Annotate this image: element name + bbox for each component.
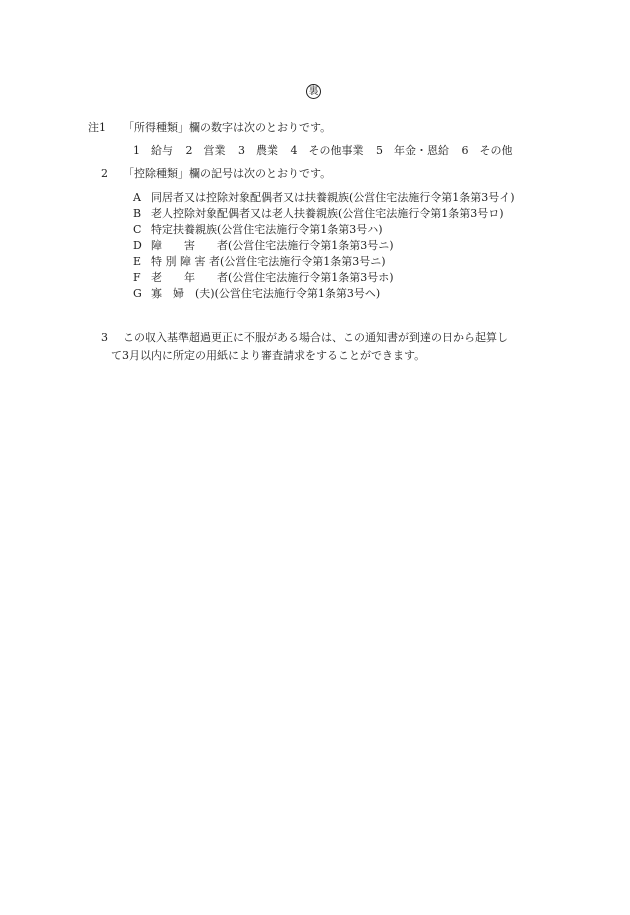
income-type-item: 4 その他事業 — [290, 144, 364, 157]
note2-number: 2 — [101, 167, 108, 180]
deduction-text: 老人控除対象配偶者又は老人扶養親族(公営住宅法施行令第1条第3号ロ) — [151, 207, 504, 220]
deduction-item-c — [133, 224, 515, 240]
note1-number: 注1 — [88, 121, 106, 134]
income-type-item: 3 農業 — [238, 144, 278, 157]
deduction-text: 特 別 障 害 者(公営住宅法施行令第1条第3号ニ) — [151, 255, 386, 268]
deduction-text: 障 害 者(公営住宅法施行令第1条第3号ニ) — [151, 239, 394, 252]
deduction-text: 同居者又は控除対象配偶者又は扶養親族(公営住宅法施行令第1条第3号イ) — [151, 191, 515, 204]
deduction-code: G — [133, 287, 142, 300]
back-side-mark: 裏 — [306, 84, 321, 99]
deduction-code: C — [133, 223, 142, 236]
note3-number: 3 — [101, 331, 108, 344]
income-type-item: 5 年金・恩給 — [376, 144, 449, 157]
deduction-text: 寡 婦 (夫)(公営住宅法施行令第1条第3号ヘ) — [151, 287, 381, 300]
deduction-text: 老 年 者(公営住宅法施行令第1条第3号ホ) — [151, 271, 394, 284]
deduction-item-a — [133, 192, 515, 208]
income-type-item: 1 給与 — [133, 144, 173, 157]
income-type-item: 6 その他 — [461, 144, 513, 157]
note3-line1: この収入基準超過更正に不服がある場合は、この通知書が到達の日から起算し — [123, 331, 508, 344]
deduction-item-e — [133, 256, 515, 272]
deduction-type-list — [133, 192, 515, 304]
deduction-item-g — [133, 288, 515, 304]
deduction-code: B — [133, 207, 142, 220]
deduction-item-d — [133, 240, 515, 256]
deduction-code: A — [133, 191, 141, 204]
deduction-item-f — [133, 272, 515, 288]
note3-line2: て3月以内に所定の用紙により審査請求をすることができます。 — [111, 349, 426, 362]
deduction-text: 特定扶養親族(公営住宅法施行令第1条第3号ハ) — [151, 223, 383, 236]
deduction-code: F — [133, 271, 141, 284]
income-type-list — [133, 145, 522, 156]
note2-text: 「控除種類」欄の記号は次のとおりです。 — [123, 167, 332, 180]
income-type-item: 2 営業 — [185, 144, 226, 157]
deduction-item-b — [133, 208, 515, 224]
note1-text: 「所得種類」欄の数字は次のとおりです。 — [123, 121, 332, 134]
deduction-code: D — [133, 239, 142, 252]
deduction-code: E — [133, 255, 142, 268]
